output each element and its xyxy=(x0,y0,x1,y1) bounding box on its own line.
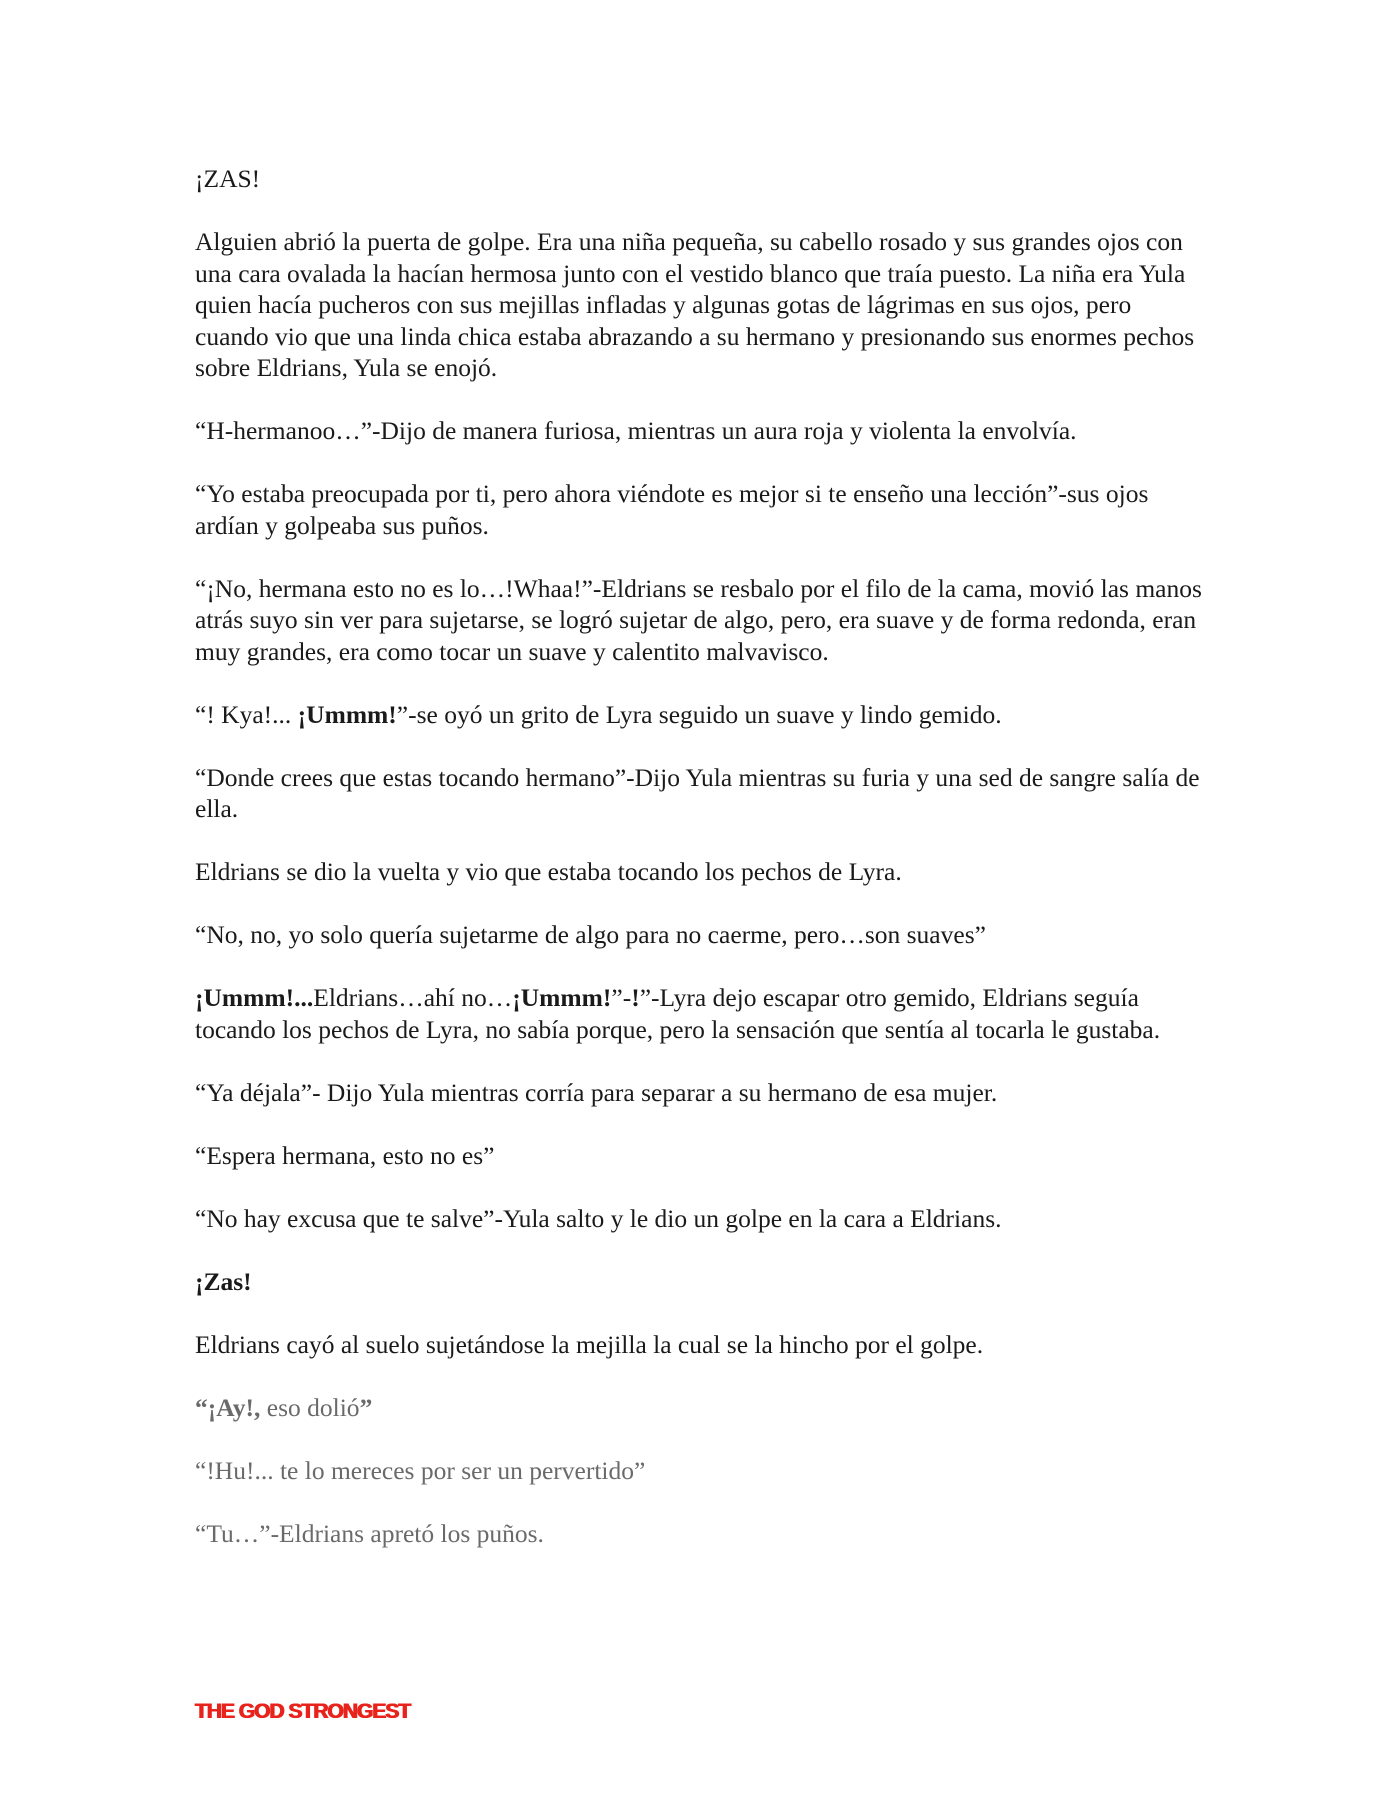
paragraph-door-opens: Alguien abrió la puerta de golpe. Era una niña pequeña, su cabello rosado y sus grandes ojos con una cara ovalada la hacían hermosa junto con el vestido blanco que traía puesto. La niña era Yula quien hacía pucheros con sus mejillas infladas y algunas gotas de lágrimas en sus ojos, pero cuando vio que una linda chica estaba abrazando a su hermano y presionando sus enormes pechos sobre Eldrians, Yula se enojó. xyxy=(195,227,1195,382)
text-span: “! Kya!... xyxy=(195,699,298,729)
paragraph-slip: “¡No, hermana esto no es lo…!Whaa!”-Eldrians se resbalo por el filo de la cama, movió las manos atrás suyo sin ver para sujetarse, se logró sujetar de algo, pero, era suave y de forma redonda, eran muy grandes, era como tocar un suave y calentito malvavisco. xyxy=(195,573,1202,666)
paragraph-zas-bold: ¡Zas! xyxy=(195,1266,252,1296)
paragraph-no-no: “No, no, yo solo quería sujetarme de algo para no caerme, pero…son suaves” xyxy=(195,920,986,949)
paragraph-dejala: “Ya déjala”- Dijo Yula mientras corría para separar a su hermano de esa mujer. xyxy=(195,1077,998,1107)
paragraph-zas-heading: ¡ZAS! xyxy=(195,164,261,193)
paragraph-lesson: “Yo estaba preocupada por ti, pero ahora viéndote es mejor si te enseño una lección”-sus ojos ardían y golpeaba sus puños. xyxy=(195,479,1149,540)
text-span: ”-Lyra dejo escapar otro gemido, Eldrians seguía tocando los pechos de Lyra, no sabía porque, pero la sensación que sentía al tocarla le gustaba. xyxy=(195,983,1161,1044)
paragraph-ay xyxy=(195,1392,1210,1424)
text-span: eso dolió xyxy=(260,1392,360,1422)
bold-span: ” xyxy=(359,1392,373,1422)
bold-span: ¡Ummm! xyxy=(512,983,612,1012)
text-span: Eldrians…ahí no… xyxy=(313,983,513,1012)
bold-span: “¡Ay!, xyxy=(195,1392,261,1422)
paragraph-pervertido: “!Hu!... te lo mereces por ser un pervertido” xyxy=(195,1455,646,1485)
bold-span: ¡Ummm! xyxy=(297,699,397,729)
paragraph-espera: “Espera hermana, esto no es” xyxy=(195,1140,495,1170)
paragraph-ummm xyxy=(195,982,1210,1045)
bold-span: ¡Ummm!... xyxy=(195,983,314,1012)
bold-span: ! xyxy=(631,983,640,1012)
paragraph-turned-around: Eldrians se dio la vuelta y vio que estaba tocando los pechos de Lyra. xyxy=(195,857,902,886)
paragraph-kya xyxy=(195,699,1210,731)
text-span: ”-se oyó un grito de Lyra seguido un suave y lindo gemido. xyxy=(396,699,1002,729)
footer-logo: THE GOD STRONGEST xyxy=(195,1700,411,1723)
paragraph-hermanoo: “H-hermanoo…”-Dijo de manera furiosa, mientras un aura roja y violenta la envolvía. xyxy=(195,416,1077,445)
paragraph-tu: “Tu…”-Eldrians apretó los puños. xyxy=(195,1518,544,1548)
paragraph-fell: Eldrians cayó al suelo sujetándose la mejilla la cual se la hincho por el golpe. xyxy=(195,1329,984,1359)
document-body xyxy=(195,163,1210,1581)
paragraph-no-excuse: “No hay excusa que te salve”-Yula salto y le dio un golpe en la cara a Eldrians. xyxy=(195,1203,1002,1233)
paragraph-where-touching: “Donde crees que estas tocando hermano”-Dijo Yula mientras su furia y una sed de sangre salía de ella. xyxy=(195,762,1200,823)
text-span: ”- xyxy=(611,983,632,1012)
